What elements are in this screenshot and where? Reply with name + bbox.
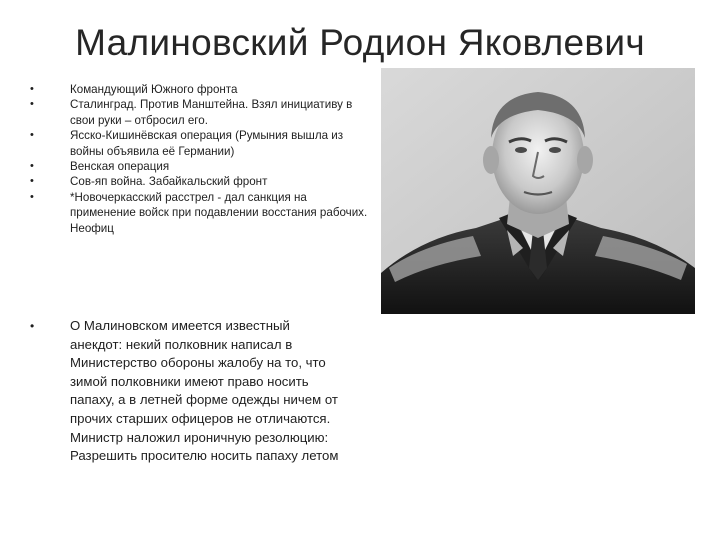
list-item [30,190,370,236]
bullet-list [30,82,370,236]
list-item [30,174,370,189]
bullet-dot: • [30,129,34,142]
portrait-photo [381,68,695,314]
slide-title: Малиновский Родион Яковлевич [75,22,645,63]
list-item [30,82,370,97]
list-item [30,317,340,466]
bullet-text: *Новочеркасский расстрел - дал санкция на применение войск при подавлении восстания рабочих. Неофиц [70,190,368,235]
list-item [30,97,370,128]
bullet-dot: • [30,319,35,333]
list-item [30,128,370,159]
anecdote-text: О Малиновском имеется известный анекдот: некий полковник написал в Министерство обороны жалобу на то, что зимой полковники имеют право носить папаху, а в летней форме одежды ничем от прочих старших офицеров не отличаются. Министр наложил ироничную резолюцию: Разрешить просителю носить папаху летом [70,318,339,464]
bullet-dot: • [30,175,34,188]
bullet-text: Сталинград. Против Манштейна. Взял инициативу в свои руки – отбросил его. [70,98,353,127]
bullet-dot: • [30,83,34,95]
bullet-dot: • [30,190,34,203]
bullet-text: Командующий Южного фронта [70,83,238,96]
bullet-dot: • [30,98,34,111]
bullet-dot: • [30,160,34,173]
bullet-text: Венская операция [70,160,170,174]
anecdote-list [30,317,340,466]
bullet-text: Ясско-Кишинёвская операция (Румыния вышла из войны объявила её Германии) [70,129,344,158]
bullet-text: Сов-яп война. Забайкальский фронт [70,175,268,189]
list-item [30,159,370,174]
